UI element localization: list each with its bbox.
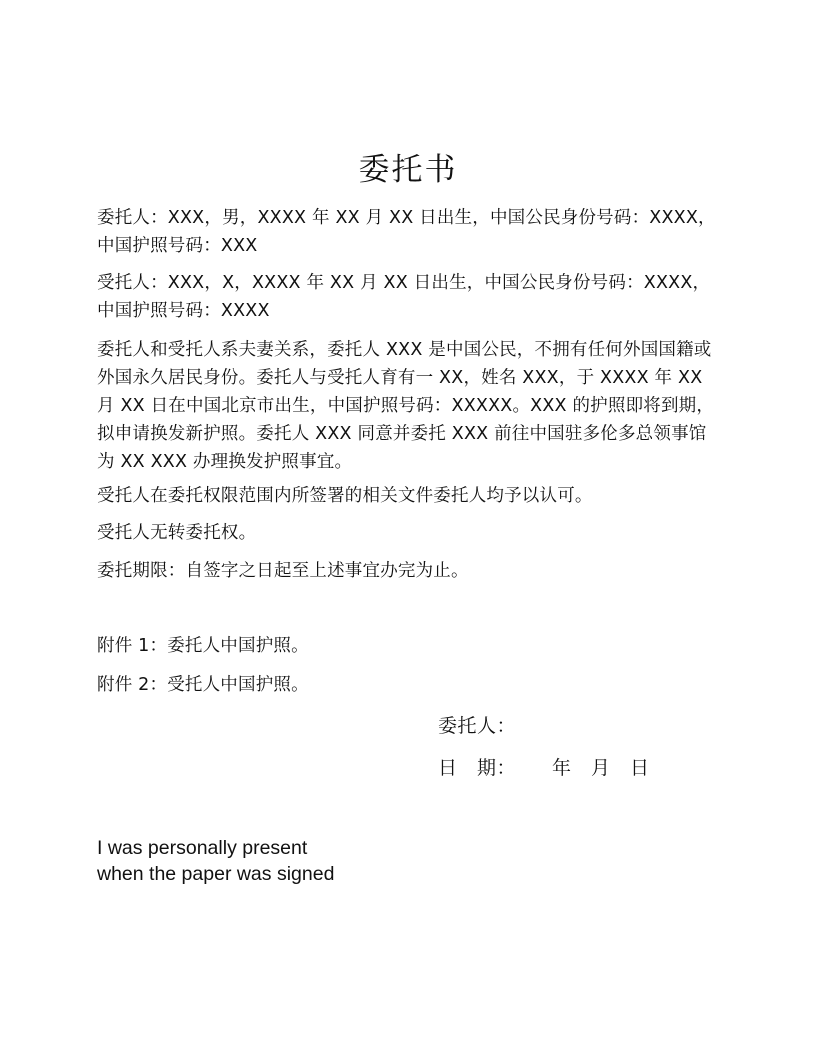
signature-date-label: 日 期： 年 月 日 [438, 757, 650, 779]
attachment-1: 附件 1：委托人中国护照。 [97, 636, 309, 656]
agent-info-paragraph: 受托人：XXX，X，XXXX 年 XX 月 XX 日出生，中国公民身份号码：XXXX，中国护照号码：XXXX [97, 273, 711, 321]
authority-paragraph: 受托人在委托权限范围内所签署的相关文件委托人均予以认可。 [97, 486, 593, 506]
presence-note-line-2: when the paper was signed [97, 863, 335, 885]
principal-info-paragraph: 委托人：XXX，男，XXXX 年 XX 月 XX 日出生，中国公民身份号码：XXXX，中国护照号码：XXX [97, 208, 716, 256]
document-title: 委托书 [358, 152, 458, 188]
principal-signature-label: 委托人： [438, 715, 517, 737]
presence-note-line-1: I was personally present [97, 837, 308, 859]
no-subdelegation-paragraph: 受托人无转委托权。 [97, 523, 257, 543]
presence-note [97, 835, 334, 887]
relationship-paragraph: 委托人和受托人系夫妻关系，委托人 XXX 是中国公民，不拥有任何外国国籍或外国永久居民身份。委托人与受托人育有一 XX，姓名 XXX，于 XXXX 年 XX 月 XX 日在中国北京市出生，中国护照号码：XXXXX。XXX 的护照即将到期，拟申请换发新护照。委托人 XXX 同意并委托 XXX 前往中国驻多伦多总领事馆为 XX XXX 办理换发护照事宜。 [97, 340, 715, 472]
attachment-2: 附件 2：受托人中国护照。 [97, 675, 309, 695]
term-paragraph: 委托期限：自签字之日起至上述事宜办完为止。 [97, 561, 469, 581]
